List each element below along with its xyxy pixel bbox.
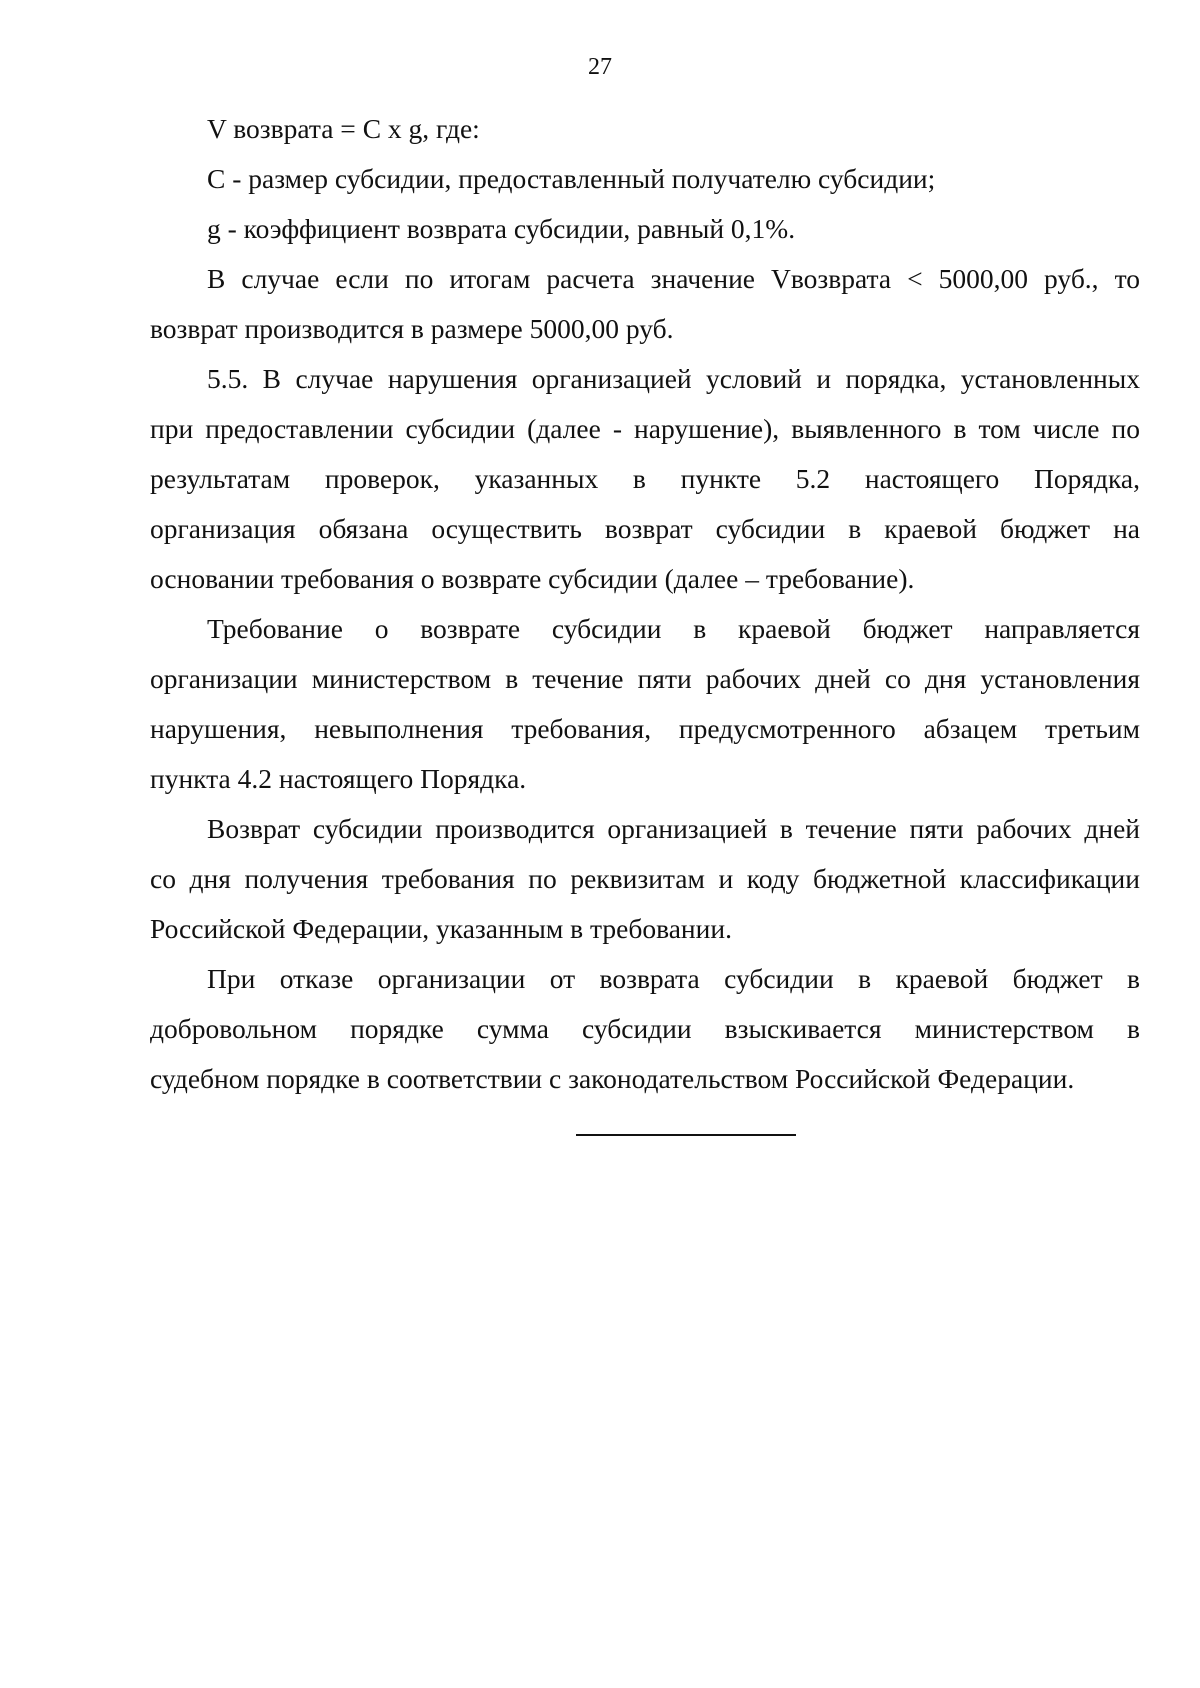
formula-line: V возврата = C x g, где: bbox=[207, 113, 480, 144]
text-line: основании требования о возврате субсидии (далее – требование). bbox=[150, 563, 915, 594]
text-line: организация обязана осуществить возврат субсидии в краевой бюджет на bbox=[150, 513, 1140, 544]
text-line: В случае если по итогам расчета значение Vвозврата < 5000,00 руб., то bbox=[207, 263, 1140, 294]
definition-g-line: g - коэффициент возврата субсидии, равный 0,1%. bbox=[207, 213, 796, 244]
text-line: судебном порядке в соответствии с законодательством Российской Федерации. bbox=[150, 1063, 1075, 1094]
text-line: Требование о возврате субсидии в краевой бюджет направляется bbox=[207, 613, 1140, 644]
text-line: со дня получения требования по реквизитам и коду бюджетной классификации bbox=[150, 863, 1140, 894]
text-line: результатам проверок, указанных в пункте 5.2 настоящего Порядка, bbox=[150, 463, 1140, 494]
definition-c-line: C - размер субсидии, предоставленный получателю субсидии; bbox=[207, 163, 936, 194]
text-line: Возврат субсидии производится организацией в течение пяти рабочих дней bbox=[207, 813, 1140, 844]
text-line: добровольном порядке сумма субсидии взыскивается министерством в bbox=[150, 1013, 1140, 1044]
document-text bbox=[150, 104, 1140, 1104]
section-5-5-line: 5.5. В случае нарушения организацией условий и порядка, установленных bbox=[207, 363, 1140, 394]
end-separator-line bbox=[576, 1134, 796, 1136]
text-line: при предоставлении субсидии (далее - нарушение), выявленного в том числе по bbox=[150, 413, 1140, 444]
text-line: При отказе организации от возврата субсидии в краевой бюджет в bbox=[207, 963, 1140, 994]
text-line: нарушения, невыполнения требования, предусмотренного абзацем третьим bbox=[150, 713, 1140, 744]
page-number: 27 bbox=[588, 54, 612, 80]
text-line: возврат производится в размере 5000,00 руб. bbox=[150, 313, 674, 344]
text-line: организации министерством в течение пяти рабочих дней со дня установления bbox=[150, 663, 1140, 694]
text-line: пункта 4.2 настоящего Порядка. bbox=[150, 763, 527, 794]
text-line: Российской Федерации, указанным в требовании. bbox=[150, 913, 732, 944]
